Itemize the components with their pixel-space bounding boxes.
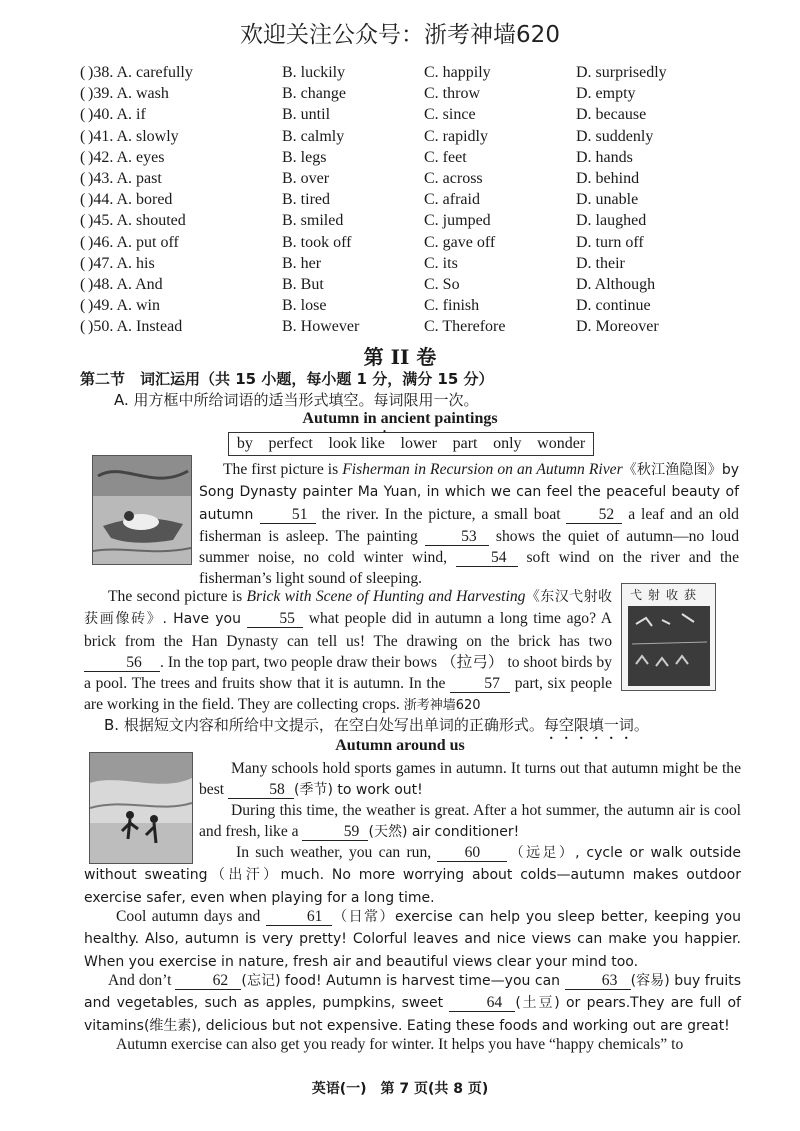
part-b-instruction: B. 根据短文内容和所给中文提示，在空白处写出单词的正确形式。每空限填一词。	[104, 716, 649, 734]
mc-question-row	[80, 297, 770, 318]
word-box-item: perfect	[268, 435, 313, 452]
part-b-title: Autumn around us	[335, 737, 465, 754]
option-d: D. their	[576, 254, 625, 272]
mc-question-row	[80, 85, 770, 106]
option-d: D. continue	[576, 297, 651, 315]
option-c: C. throw	[424, 85, 480, 103]
blank-54[interactable]: 54	[456, 549, 518, 567]
option-b: B. over	[282, 169, 330, 187]
option-b: B. tired	[282, 191, 330, 209]
blank-57[interactable]: 57	[450, 675, 510, 693]
blank-53[interactable]: 53	[425, 528, 489, 546]
option-d: D. suddenly	[576, 127, 654, 145]
top-banner: 欢迎关注公众号：浙考神墙620	[240, 22, 560, 48]
part-a-paragraph-2: The second picture is Brick with Scene of Hunting and Harvesting《东汉弋射收获画像砖》. Have you 55 what people did in autumn a long time ago? A brick from the Han Dynasty can tell us! The drawing on the brick has two 56 . In the top part, two people draw their bows （拉弓） to shoot birds by a pool. The trees and fruits show that it is autumn. In the 57 part, six people are working in the field. They are collecting crops. 浙考神墙620	[84, 588, 613, 714]
option-d: D. because	[576, 106, 647, 124]
option-b: B. took off	[282, 233, 352, 251]
option-b: B. luckily	[282, 64, 346, 81]
option-a: )38. A. carefully	[88, 64, 193, 81]
option-c: C. Therefore	[424, 318, 506, 336]
word-box-item: only	[493, 435, 522, 452]
option-a: )49. A. win	[88, 297, 160, 315]
word-box-item: lower	[400, 435, 437, 452]
option-a: )41. A. slowly	[88, 127, 179, 145]
option-d: D. turn off	[576, 233, 644, 251]
part-b-paragraph-5: And don’t 62 (忘记) food! Autumn is harvest time—you can 63 (容易) buy fruits and vegetables, such as apples, pumpkins, sweet 64 (土豆) or pears.They are full of vitamins(维生素), delicious but not expensive. Eating these foods and working out are great!	[84, 972, 741, 1034]
mc-question-row	[80, 106, 770, 127]
blank-63[interactable]: 63	[565, 972, 631, 990]
option-d: D. laughed	[576, 212, 647, 230]
answer-paren[interactable]: (	[80, 169, 86, 187]
answer-paren[interactable]: (	[80, 64, 86, 81]
mc-question-row	[80, 191, 770, 212]
blank-64[interactable]: 64	[449, 994, 515, 1012]
option-b: B. legs	[282, 148, 327, 166]
brick-image	[621, 583, 716, 691]
option-a: )50. A. Instead	[88, 318, 183, 336]
option-b: B. until	[282, 106, 331, 124]
option-b: B. But	[282, 275, 324, 293]
mc-question-row	[80, 149, 770, 170]
answer-paren[interactable]: (	[80, 106, 86, 124]
option-a: )45. A. shouted	[88, 212, 186, 230]
mc-question-row	[80, 128, 770, 149]
mc-question-row	[80, 234, 770, 255]
blank-58[interactable]: 58	[228, 781, 294, 799]
option-a: )39. A. wash	[88, 85, 169, 103]
fisherman-painting-image	[92, 455, 192, 565]
answer-paren[interactable]: (	[80, 148, 86, 166]
word-box-item: wonder	[537, 435, 586, 452]
option-c: C. across	[424, 169, 483, 187]
blank-51[interactable]: 51	[260, 506, 316, 524]
page-footer: 英语(一) 第 7 页(共 8 页)	[311, 1081, 489, 1097]
option-c: C. So	[424, 275, 460, 293]
option-c: C. afraid	[424, 191, 480, 209]
mc-question-row	[80, 276, 770, 297]
answer-paren[interactable]: (	[80, 297, 86, 315]
mc-question-row	[80, 170, 770, 191]
answer-paren[interactable]: (	[80, 275, 86, 293]
option-c: C. finish	[424, 297, 480, 315]
answer-paren[interactable]: (	[80, 318, 86, 336]
option-b: B. her	[282, 254, 322, 272]
option-c: C. rapidly	[424, 127, 488, 145]
option-b: B. lose	[282, 297, 327, 315]
option-a: )44. A. bored	[88, 191, 173, 209]
word-box-item: look like	[328, 435, 385, 452]
mc-question-row	[80, 255, 770, 276]
blank-62[interactable]: 62	[175, 972, 241, 990]
blank-52[interactable]: 52	[566, 506, 622, 524]
mc-question-row	[80, 64, 770, 85]
option-c: C. jumped	[424, 212, 491, 230]
part-a-instruction: A. 用方框中所给词语的适当形式填空。每词限用一次。	[114, 391, 479, 409]
option-a: )43. A. past	[88, 169, 162, 187]
answer-paren[interactable]: (	[80, 85, 86, 103]
answer-paren[interactable]: (	[80, 254, 86, 272]
option-c: C. feet	[424, 148, 467, 166]
option-c: C. gave off	[424, 233, 496, 251]
answer-paren[interactable]: (	[80, 127, 86, 145]
option-d: D. behind	[576, 169, 640, 187]
option-d: D. Moreover	[576, 318, 659, 336]
option-a: )46. A. put off	[88, 233, 179, 251]
part-a-paragraph-1: The first picture is Fisherman in Recursion on an Autumn River《秋江渔隐图》by Song Dynasty painter Ma Yuan, in which we can feel the peaceful beauty of autumn 51 the river. In the picture, a small boat 52 a leaf and an old fisherman is asleep. The painting 53 shows the quiet of autumn—no loud summer noise, no cold winter wind, 54 soft wind on the river and the fisherman’s light sound of sleeping.	[199, 461, 739, 588]
mc-question-row	[80, 212, 770, 233]
part-b-paragraph-4: Cool autumn days and 61 （日常）exercise can help you sleep better, keeping you healthy. Also, autumn is very pretty! Colorful leaves and nice views can make you happier. When you exercise in nature, fresh air and beautiful views clear your mind too.	[84, 908, 741, 970]
multiple-choice-list	[80, 64, 770, 339]
part2-heading: 第二节 词汇运用（共 15 小题，每小题 1 分，满分 15 分）	[80, 370, 494, 388]
mc-question-row	[80, 318, 770, 339]
answer-paren[interactable]: (	[80, 233, 86, 251]
word-box-item: by	[236, 435, 253, 452]
blank-59[interactable]: 59	[302, 823, 368, 841]
word-box	[228, 432, 594, 456]
part-b-paragraph-1: Many schools hold sports games in autumn. It turns out that autumn might be the best 58 (季节) to work out!	[199, 760, 741, 799]
part-a-title: Autumn in ancient paintings	[302, 410, 498, 427]
option-d: D. hands	[576, 148, 633, 166]
option-d: D. empty	[576, 85, 636, 103]
option-a: )40. A. if	[88, 106, 146, 124]
part-b-paragraph-2: During this time, the weather is great. After a hot summer, the autumn air is cool and fresh, like a 59 (天然) air conditioner!	[199, 802, 741, 841]
section-title: 第 II 卷	[363, 345, 437, 369]
answer-paren[interactable]: (	[80, 191, 86, 209]
option-c: C. happily	[424, 64, 491, 81]
option-a: )42. A. eyes	[88, 148, 165, 166]
answer-paren[interactable]: (	[80, 212, 86, 230]
part-b-paragraph-3: In such weather, you can run, 60 （远足）, cycle or walk outside without sweating（出汗）much. No more worrying about colds—autumn makes outdoor exercise safer, even when playing for a long time.	[84, 844, 741, 906]
blank-56[interactable]: 56	[84, 654, 160, 672]
option-c: C. its	[424, 254, 458, 272]
option-a: )48. A. And	[88, 275, 163, 293]
option-b: B. change	[282, 85, 346, 103]
option-d: D. surprisedly	[576, 64, 667, 81]
option-b: B. However	[282, 318, 360, 336]
brick-caption: 弋射收获	[630, 588, 703, 602]
blank-61[interactable]: 61	[266, 908, 332, 926]
option-a: )47. A. his	[88, 254, 155, 272]
blank-55[interactable]: 55	[247, 610, 303, 628]
word-box-item: part	[452, 435, 478, 452]
option-d: D. unable	[576, 191, 639, 209]
option-b: B. calmly	[282, 127, 345, 145]
blank-60[interactable]: 60	[437, 844, 507, 862]
option-d: D. Although	[576, 275, 656, 293]
option-c: C. since	[424, 106, 476, 124]
option-b: B. smiled	[282, 212, 344, 230]
part-b-paragraph-6: Autumn exercise can also get you ready for winter. It helps you have “happy chemicals” to	[116, 1036, 684, 1053]
